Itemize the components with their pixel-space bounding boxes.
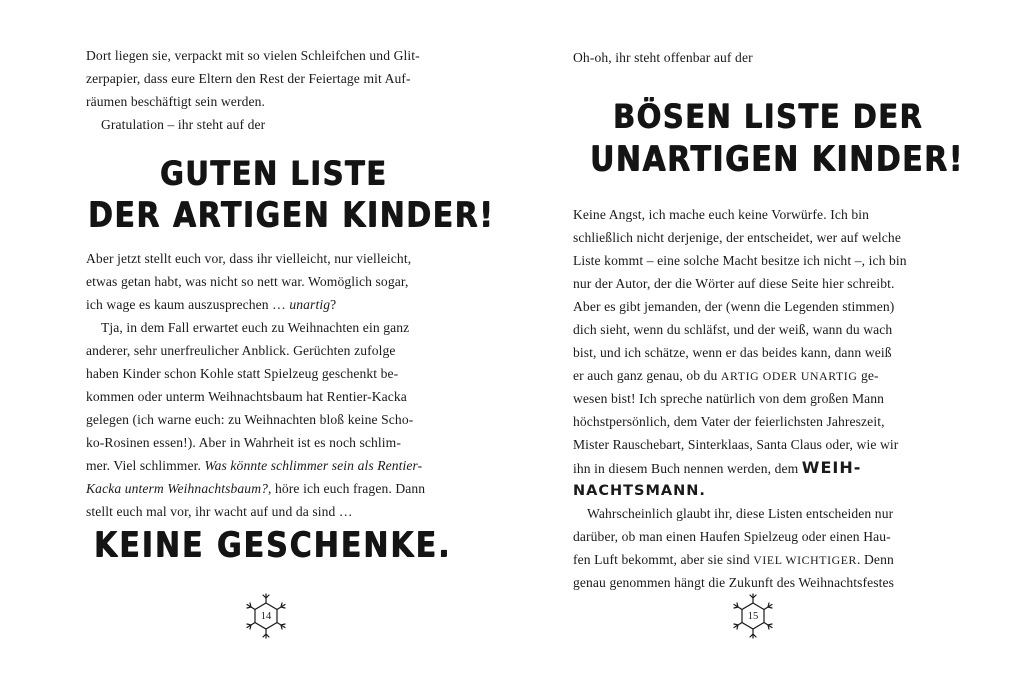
text-line: Wahrscheinlich glaubt ihr, diese Listen entscheiden nur [587,506,894,521]
text-line: ko-Rosinen essen!). Aber in Wahrheit ist es noch schlim- [86,435,401,450]
text-line: bist, und ich schätze, wenn er das beides kann, dann weiß [573,345,892,360]
text-line: NACHTSMANN. [573,483,706,499]
text-line: haben Kinder schon Kohle statt Spielzeug geschenkt be- [86,366,399,381]
text-line: Tja, in dem Fall erwartet euch zu Weihnachten ein ganz [101,320,410,335]
heading-guten-liste: GUTEN LISTE [160,153,388,193]
text-line: er auch ganz genau, ob du ARTIG ODER UNARTIG ge- [573,368,879,383]
text-line: fen Luft bekommt, aber sie sind VIEL WICHTIGER. Denn [573,552,894,567]
text-line: wesen bist! Ich spreche natürlich von dem großen Mann [573,391,885,406]
text-line: räumen beschäftigt sein werden. [86,94,265,109]
text-line: zerpapier, dass eure Eltern den Rest der Feiertage mit Auf- [86,71,411,86]
text-line: gelegen (ich warne euch: zu Weihnachten bloß keine Scho- [86,412,414,427]
text-line: ich wage es kaum auszusprechen … unartig? [86,297,337,312]
heading-boesen-liste: BÖSEN LISTE DER [613,96,924,136]
text-line: anderer, sehr unerfreulicher Anblick. Gerüchten zufolge [86,343,396,358]
text-line: Aber es gibt jemanden, der (wenn die Legenden stimmen) [573,299,895,314]
text-line: Keine Angst, ich mache euch keine Vorwürfe. Ich bin [573,207,870,222]
text-line: kommen oder unterm Weihnachtsbaum hat Rentier-Kacka [86,389,407,404]
text-line: Dort liegen sie, verpackt mit so vielen Schleifchen und Glit- [86,48,420,63]
text-line: stellt euch mal vor, ihr wacht auf und da sind … [86,504,353,519]
text-line: Liste kommt – eine solche Macht besitze ich nicht –, ich bin [573,253,907,268]
text-line: Oh-oh, ihr steht offenbar auf der [573,50,753,65]
text-line: Gratulation – ihr steht auf der [101,117,266,132]
text-line: höchstpersönlich, dem Vater der feierlichsten Jahreszeit, [573,414,885,429]
text-line: Aber jetzt stellt euch vor, dass ihr vielleicht, nur vielleicht, [86,251,412,266]
text-line: darüber, ob man einen Haufen Spielzeug oder einen Hau- [573,529,891,544]
heading-keine-geschenke: KEINE GESCHENKE. [94,525,452,566]
page-number: 15 [747,611,759,622]
text-line: etwas getan habt, was nicht so nett war. Womöglich sogar, [86,274,409,289]
text-line: nur der Autor, der die Wörter auf diese Seite hier schreibt. [573,276,895,291]
text-line: ihn in diesem Buch nennen werden, dem WEIH- [573,458,862,477]
text-line: schließlich nicht derjenige, der entscheidet, wer auf welche [573,230,901,245]
text-line: Mister Rauschebart, Sinterklaas, Santa Claus oder, wie wir [573,437,899,452]
text-line: mer. Viel schlimmer. Was könnte schlimmer sein als Rentier- [86,458,423,473]
right-page [510,0,1020,681]
page-number: 14 [260,611,272,622]
text-line: dich sieht, wenn du schläfst, und der weiß, wann du wach [573,322,893,337]
heading-unartigen-kinder: UNARTIGEN KINDER! [590,139,964,180]
text-line: Kacka unterm Weihnachtsbaum?, höre ich euch fragen. Dann [86,481,426,496]
text-line: genau genommen hängt die Zukunft des Weihnachtsfestes [573,575,895,590]
heading-artigen-kinder: DER ARTIGEN KINDER! [88,195,495,236]
